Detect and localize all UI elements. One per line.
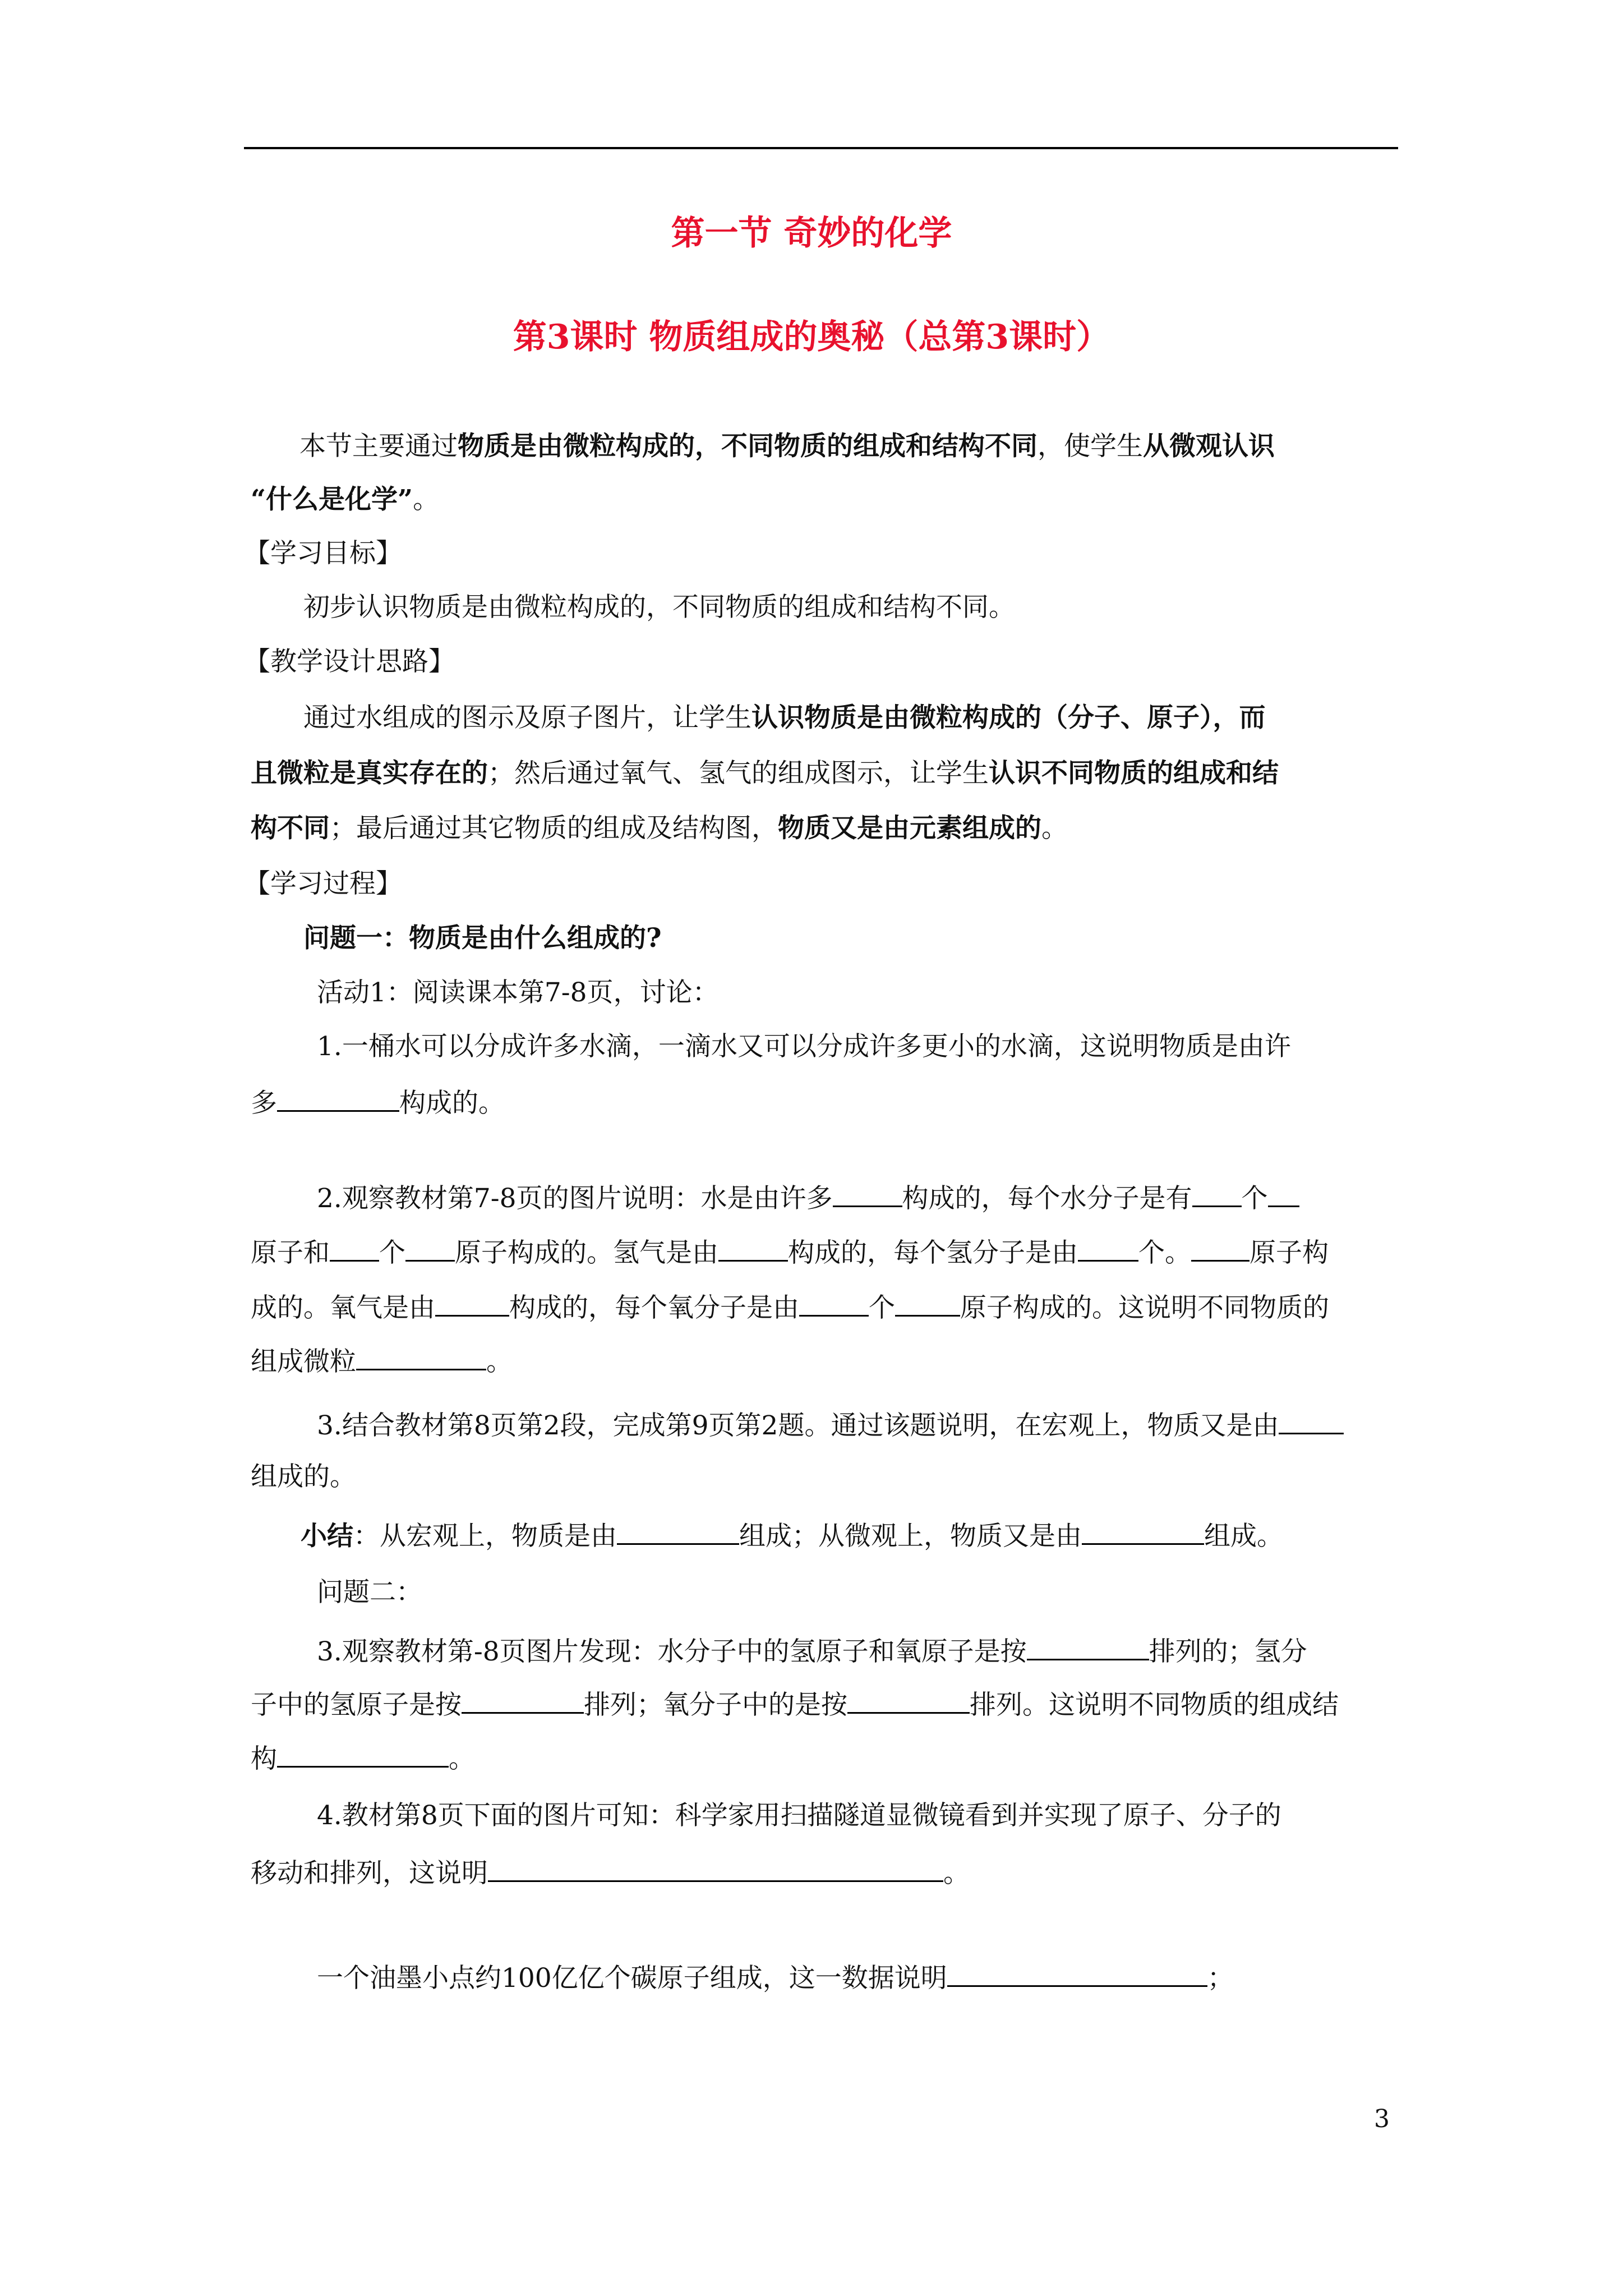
fill-blank[interactable] (1082, 1516, 1204, 1545)
fill-blank[interactable] (833, 1179, 902, 1207)
fill-blank[interactable] (947, 1958, 1207, 1987)
design-heading: 【教学设计思路】 (244, 646, 455, 677)
ink-dot-line: 一个油墨小点约100亿亿个碳原子组成，这一数据说明 ； (317, 1958, 1234, 1995)
fill-blank[interactable] (1279, 1406, 1344, 1434)
design-line-3: 构不同；最后通过其它物质的组成及结构图，物质又是由元素组成的。 (251, 813, 1068, 844)
item-5-line-2: 移动和排列，这说明 。 (251, 1853, 970, 1890)
fill-blank[interactable] (277, 1083, 399, 1112)
fill-blank[interactable] (1192, 1179, 1242, 1207)
fill-blank[interactable] (617, 1516, 739, 1545)
item-3-line-1: 3.结合教材第8页第2段，完成第9页第2题。通过该题说明，在宏观上，物质又是由 (317, 1406, 1344, 1443)
design-line-2: 且微粒是真实存在的；然后通过氧气、氢气的组成图示，让学生认识不同物质的组成和结 (251, 758, 1279, 789)
fill-blank[interactable] (435, 1288, 509, 1317)
goal-text: 初步认识物质是由微粒构成的，不同物质的组成和结构不同。 (303, 592, 1015, 623)
fill-blank[interactable] (1268, 1179, 1299, 1207)
activity-one: 活动1：阅读课本第7-8页，讨论： (317, 977, 719, 1008)
fill-blank[interactable] (799, 1288, 869, 1317)
item-1-line-2: 多 构成的。 (251, 1083, 505, 1120)
question-one: 问题一：物质是由什么组成的? (303, 923, 662, 954)
fill-blank[interactable] (718, 1233, 788, 1262)
section-title: 第一节 奇妙的化学 (671, 214, 952, 253)
fill-blank[interactable] (847, 1685, 970, 1714)
fill-blank[interactable] (330, 1233, 379, 1262)
goal-heading: 【学习目标】 (244, 538, 402, 569)
fill-blank[interactable] (1027, 1632, 1149, 1660)
item-2-line-4: 组成微粒 。 (251, 1342, 513, 1379)
page-number: 3 (1374, 2105, 1390, 2133)
item-5-line-1: 4.教材第8页下面的图片可知：科学家用扫描隧道显微镜看到并实现了原子、分子的 (317, 1800, 1281, 1831)
item-3-line-2: 组成的。 (251, 1461, 356, 1492)
fill-blank[interactable] (1191, 1233, 1249, 1262)
fill-blank[interactable] (405, 1233, 455, 1262)
process-heading: 【学习过程】 (244, 868, 402, 899)
intro-line-1: 本节主要通过物质是由微粒构成的，不同物质的组成和结构不同，使学生从微观认识 (299, 431, 1275, 462)
item-2-line-1: 2.观察教材第7-8页的图片说明：水是由许多 构成的，每个水分子是有 个 (317, 1179, 1299, 1216)
question-two: 问题二： (317, 1577, 422, 1608)
design-line-1: 通过水组成的图示及原子图片，让学生认识物质是由微粒构成的（分子、原子），而 (303, 702, 1266, 733)
fill-blank[interactable] (1078, 1233, 1138, 1262)
item-4-line-3: 构 。 (251, 1739, 475, 1776)
fill-blank[interactable] (277, 1739, 449, 1768)
item-4-line-2: 子中的氢原子是按 排列；氧分子中的是按 排列。这说明不同物质的组成结 (251, 1685, 1339, 1722)
fill-blank[interactable] (462, 1685, 584, 1714)
lesson-title: 第3课时 物质组成的奥秘（总第3课时） (513, 318, 1110, 357)
item-1-line-1: 1.一桶水可以分成许多水滴，一滴水又可以分成许多更小的水滴，这说明物质是由许 (317, 1031, 1291, 1062)
header-rule (244, 147, 1398, 149)
item-2-line-2: 原子和 个 原子构成的。氢气是由 构成的，每个氢分子是由 个。 原子构 (251, 1233, 1329, 1270)
fill-blank[interactable] (895, 1288, 960, 1317)
fill-blank[interactable] (488, 1853, 943, 1882)
item-4-line-1: 3.观察教材第-8页图片发现：水分子中的氢原子和氧原子是按 排列的；氢分 (317, 1632, 1307, 1669)
fill-blank[interactable] (356, 1342, 486, 1370)
summary: 小结：从宏观上，物质是由 组成；从微观上，物质又是由 组成。 (301, 1516, 1283, 1553)
item-2-line-3: 成的。氧气是由 构成的，每个氧分子是由 个 原子构成的。这说明不同物质的 (251, 1288, 1329, 1325)
intro-line-2: “什么是化学”。 (251, 484, 440, 515)
